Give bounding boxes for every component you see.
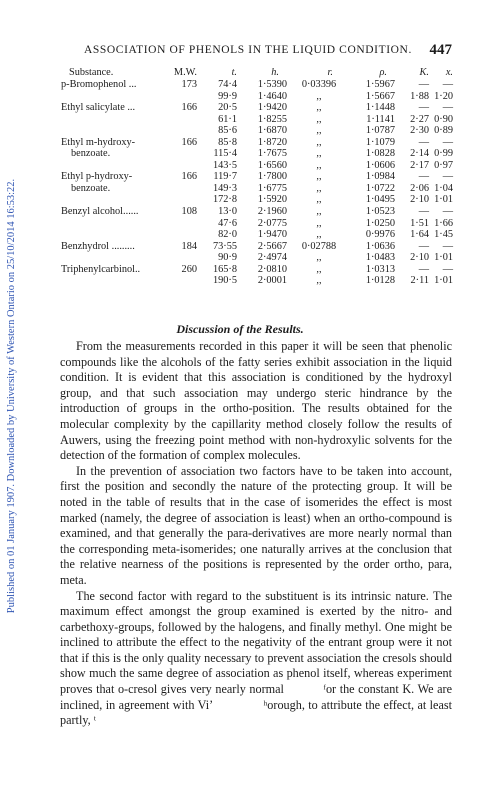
cell-substance: Ethyl m-hydroxy- bbox=[61, 136, 136, 148]
cell-substance bbox=[61, 160, 169, 172]
cell-k: — bbox=[418, 102, 429, 114]
cell-k: 2·06 bbox=[410, 182, 429, 194]
cell-r: ,, bbox=[316, 148, 322, 160]
cell-t: 20·5 bbox=[218, 102, 237, 114]
cell-mw bbox=[169, 148, 197, 160]
cell-k: 1·64 bbox=[410, 229, 429, 241]
table-row bbox=[61, 183, 453, 195]
paragraph: In the prevention of association two factors have to be taken into account, first the position and secondly the nature of the protecting group. It will be noted in the table of results that in the case of isomerides the effect is most marked (namely, the degree of association is least) when an ortho-compound is examined, and that generally the para-derivatives are more nearly normal than the corresponding meta-isomerides; one naturally arrives at the conclusion that the relative nearness of the positions is represented by the order ortho, para, meta. bbox=[60, 463, 452, 587]
cell-k: — bbox=[418, 171, 429, 183]
table-row bbox=[61, 171, 453, 183]
cell-k: 2·17 bbox=[410, 159, 429, 171]
results-table bbox=[61, 66, 453, 287]
cell-x: 0·90 bbox=[434, 113, 453, 125]
cell-rho: 1·0787 bbox=[365, 125, 395, 137]
cell-mw: 166 bbox=[181, 102, 197, 114]
cell-t: 165·8 bbox=[212, 263, 237, 275]
cell-r: ,, bbox=[316, 102, 322, 114]
cell-mw bbox=[169, 91, 197, 103]
cell-substance: benzoate. bbox=[71, 182, 111, 194]
cell-mw: 260 bbox=[181, 263, 197, 275]
cell-substance bbox=[61, 218, 169, 230]
cell-r: ,, bbox=[316, 171, 322, 183]
cell-h: 1·9470 bbox=[257, 229, 287, 241]
cell-x: 0·89 bbox=[434, 125, 453, 137]
cell-substance bbox=[61, 114, 169, 126]
table-row bbox=[61, 206, 453, 218]
cell-t: 13·0 bbox=[218, 206, 237, 218]
cell-h: 2·4974 bbox=[257, 252, 287, 264]
cell-t: 85·6 bbox=[218, 125, 237, 137]
cell-h: 2·0001 bbox=[257, 275, 287, 287]
table-row bbox=[61, 229, 453, 241]
cell-substance bbox=[61, 194, 169, 206]
cell-rho: 1·0483 bbox=[365, 252, 395, 264]
cell-x: — bbox=[442, 136, 453, 148]
cell-r: ,, bbox=[316, 252, 322, 264]
cell-k: 2·10 bbox=[410, 252, 429, 264]
cell-x: — bbox=[442, 102, 453, 114]
cell-rho: 1·5667 bbox=[365, 90, 395, 102]
cell-substance: Benzhydrol ......... bbox=[61, 240, 135, 252]
table-header-row bbox=[61, 66, 453, 79]
section-heading: Discussion of the Results. bbox=[176, 322, 304, 336]
table-row bbox=[61, 194, 453, 206]
cell-h: 2·0810 bbox=[257, 263, 287, 275]
cell-x: 1·01 bbox=[434, 275, 453, 287]
cell-h: 1·8720 bbox=[257, 136, 287, 148]
cell-r: 0·02788 bbox=[301, 240, 337, 252]
cell-mw: 108 bbox=[181, 206, 197, 218]
cell-r: ,, bbox=[316, 263, 322, 275]
cell-r: ,, bbox=[316, 275, 322, 287]
cell-h: 1·6870 bbox=[257, 125, 287, 137]
cell-x: — bbox=[442, 240, 453, 252]
cell-k: — bbox=[418, 79, 429, 90]
cell-h: 1·5920 bbox=[257, 194, 287, 206]
cell-substance bbox=[61, 252, 169, 264]
cell-x: 1·66 bbox=[434, 217, 453, 229]
cell-x: 1·01 bbox=[434, 194, 453, 206]
cell-t: 61·1 bbox=[218, 113, 237, 125]
table-row bbox=[61, 137, 453, 149]
cell-t: 47·6 bbox=[218, 217, 237, 229]
table-row bbox=[61, 275, 453, 287]
cell-t: 119·7 bbox=[213, 171, 237, 183]
cell-rho: 1·1448 bbox=[365, 102, 395, 114]
cell-k: — bbox=[418, 263, 429, 275]
table-row bbox=[61, 218, 453, 230]
cell-h: 1·7800 bbox=[257, 171, 287, 183]
col-header-r: r. bbox=[327, 67, 333, 78]
cell-x: 1·20 bbox=[434, 90, 453, 102]
col-header-t: t. bbox=[231, 67, 237, 78]
cell-h: 1·6560 bbox=[257, 159, 287, 171]
page-number: 447 bbox=[429, 42, 452, 58]
table-row bbox=[61, 125, 453, 137]
cell-mw: 184 bbox=[181, 240, 197, 252]
col-header-rho: ρ. bbox=[379, 67, 387, 78]
table-row bbox=[61, 79, 453, 91]
cell-substance bbox=[61, 91, 169, 103]
cell-k: 2·11 bbox=[410, 275, 429, 287]
cell-t: 172·8 bbox=[212, 194, 237, 206]
cell-mw: 166 bbox=[181, 136, 197, 148]
cell-r: ,, bbox=[316, 136, 322, 148]
cell-k: — bbox=[418, 136, 429, 148]
cell-k: 1·51 bbox=[410, 217, 429, 229]
header-title: ASSOCIATION OF PHENOLS IN THE LIQUID CONDITION. bbox=[84, 44, 412, 56]
cell-t: 82·0 bbox=[218, 229, 237, 241]
cell-k: 2·10 bbox=[410, 194, 429, 206]
cell-h: 1·9420 bbox=[257, 102, 287, 114]
cell-x: 1·45 bbox=[434, 229, 453, 241]
cell-x: 0·97 bbox=[434, 159, 453, 171]
cell-rho: 1·0313 bbox=[365, 263, 395, 275]
col-header-x: x. bbox=[445, 67, 453, 78]
col-header-k: K. bbox=[419, 67, 429, 78]
cell-r: ,, bbox=[316, 125, 322, 137]
cell-h: 1·6775 bbox=[257, 182, 287, 194]
cell-mw bbox=[169, 183, 197, 195]
cell-mw bbox=[169, 229, 197, 241]
cell-rho: 1·0636 bbox=[365, 240, 395, 252]
cell-substance: Benzyl alcohol...... bbox=[61, 206, 139, 218]
cell-mw: 166 bbox=[181, 171, 197, 183]
cell-t: 73·55 bbox=[212, 240, 237, 252]
cell-x: 1·04 bbox=[434, 182, 453, 194]
table-row bbox=[61, 264, 453, 276]
download-watermark: Published on 01 January 1907. Downloaded by University of Western Ontario on 25/10/2014 16:53:22. bbox=[6, 178, 17, 614]
body-text bbox=[60, 339, 452, 729]
cell-r: ,, bbox=[316, 206, 322, 218]
cell-t: 85·8 bbox=[218, 136, 237, 148]
cell-rho: 1·0984 bbox=[365, 171, 395, 183]
col-header-substance: Substance. bbox=[69, 67, 114, 78]
cell-mw bbox=[169, 275, 197, 287]
cell-r: ,, bbox=[316, 159, 322, 171]
cell-mw bbox=[169, 114, 197, 126]
cell-substance: Triphenylcarbinol.. bbox=[61, 263, 141, 275]
cell-h: 2·0775 bbox=[257, 217, 287, 229]
cell-rho: 1·1141 bbox=[366, 113, 395, 125]
cell-h: 2·1960 bbox=[257, 206, 287, 218]
col-header-mw: M.W. bbox=[173, 67, 197, 78]
cell-t: 90·9 bbox=[218, 252, 237, 264]
cell-r: ,, bbox=[316, 90, 322, 102]
cell-rho: 1·0828 bbox=[365, 148, 395, 160]
cell-h: 1·5390 bbox=[257, 79, 287, 90]
cell-r: ,, bbox=[316, 194, 322, 206]
table-row bbox=[61, 160, 453, 172]
table-row bbox=[61, 252, 453, 264]
cell-k: — bbox=[418, 240, 429, 252]
cell-r: ,, bbox=[316, 182, 322, 194]
cell-substance: p-Bromophenol ... bbox=[61, 79, 137, 90]
cell-r: 0·03396 bbox=[301, 79, 337, 90]
cell-h: 1·7675 bbox=[257, 148, 287, 160]
cell-k: 2·27 bbox=[410, 113, 429, 125]
cell-x: 1·01 bbox=[434, 252, 453, 264]
cell-rho: 1·0250 bbox=[365, 217, 395, 229]
col-header-h: h. bbox=[271, 67, 279, 78]
cell-k: 2·30 bbox=[410, 125, 429, 137]
cell-substance bbox=[61, 229, 169, 241]
cell-t: 115·4 bbox=[213, 148, 237, 160]
cell-k: — bbox=[418, 206, 429, 218]
cell-x: — bbox=[442, 79, 453, 90]
cell-h: 2·5667 bbox=[257, 240, 287, 252]
table-row bbox=[61, 241, 453, 253]
cell-substance bbox=[61, 275, 169, 287]
cell-t: 149·3 bbox=[212, 182, 237, 194]
table-row bbox=[61, 114, 453, 126]
cell-substance: benzoate. bbox=[71, 148, 111, 160]
cell-rho: 1·5967 bbox=[365, 79, 395, 90]
cell-mw bbox=[169, 160, 197, 172]
cell-r: ,, bbox=[316, 229, 322, 241]
cell-rho: 1·1079 bbox=[365, 136, 395, 148]
table-row bbox=[61, 148, 453, 160]
cell-substance: Ethyl p-hydroxy- bbox=[61, 171, 133, 183]
cell-substance: Ethyl salicylate ... bbox=[61, 102, 136, 114]
cell-t: 190·5 bbox=[212, 275, 237, 287]
cell-rho: 1·0722 bbox=[365, 182, 395, 194]
cell-k: 2·14 bbox=[410, 148, 429, 160]
table-row bbox=[61, 102, 453, 114]
cell-t: 143·5 bbox=[212, 159, 237, 171]
cell-rho: 1·0128 bbox=[365, 275, 395, 287]
cell-r: ,, bbox=[316, 217, 322, 229]
cell-mw bbox=[169, 194, 197, 206]
cell-t: 99·9 bbox=[218, 90, 237, 102]
cell-h: 1·8255 bbox=[257, 113, 287, 125]
cell-mw bbox=[169, 125, 197, 137]
cell-mw bbox=[169, 218, 197, 230]
cell-x: — bbox=[442, 206, 453, 218]
cell-mw bbox=[169, 252, 197, 264]
running-header bbox=[60, 44, 452, 60]
paragraph: From the measurements recorded in this paper it will be seen that phenolic compounds like the alcohols of the fatty series exhibit association in the liquid condition. It is evident that this association is conditioned by the hydroxyl group, and that such association may undergo steric hindrance by the introduction of groups in the ortho-position. The results obtained for the molecular complexity by the capillarity method closely follow the results of Auwers, using the freezing point method with non-hydroxylic solvents for the detection of the formation of complex molecules. bbox=[60, 339, 452, 463]
cell-rho: 1·0495 bbox=[365, 194, 395, 206]
cell-rho: 0·9976 bbox=[365, 229, 395, 241]
cell-rho: 1·0523 bbox=[365, 206, 395, 218]
paragraph: The second factor with regard to the substituent is its intrinsic nature. The maximum effect amongst the group examined is exerted by the nitro- and carbethoxy-groups, followed by the halogens, and finally methyl. One might be inclined to attribute the effect to the negativity of the entrant group were it not that if this is the only quality necessary to prevent association the cresols should show much the same degree of association as phenol itself, whereas experiment proves that o-cresol gives very nearly normal ᶠor the constant K. We are inclined, in agreement with Vi’ ʰorough, to attribute the effect, at least partly, ᵗ bbox=[60, 588, 452, 728]
cell-x: — bbox=[442, 171, 453, 183]
cell-t: 74·4 bbox=[218, 79, 237, 90]
cell-substance bbox=[61, 125, 169, 137]
cell-r: ,, bbox=[316, 113, 322, 125]
cell-x: 0·99 bbox=[434, 148, 453, 160]
cell-rho: 1·0606 bbox=[365, 159, 395, 171]
cell-mw: 173 bbox=[181, 79, 197, 90]
table-row bbox=[61, 91, 453, 103]
cell-x: — bbox=[442, 263, 453, 275]
cell-h: 1·4640 bbox=[257, 90, 287, 102]
cell-k: 1·88 bbox=[410, 90, 429, 102]
